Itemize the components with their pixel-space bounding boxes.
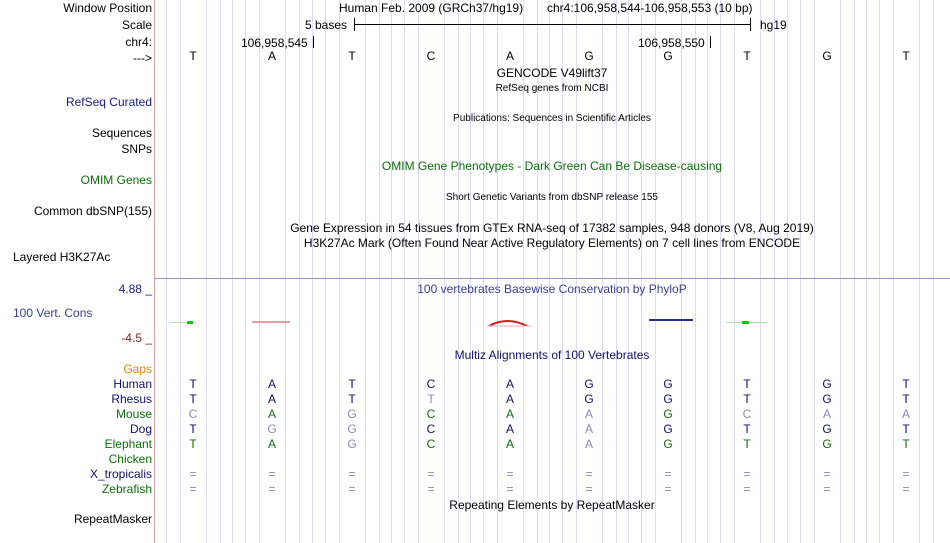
layered-h3k27ac-label[interactable]: Layered H3K27Ac: [13, 250, 111, 264]
phylop-blue-mark: [649, 319, 693, 321]
gridline: [232, 0, 233, 543]
alignment-base: T: [902, 377, 910, 391]
h3k27ac-track-title[interactable]: H3K27Ac Mark (Often Found Near Active Regulatory Elements) on 7 cell lines from ENCODE: [303, 236, 801, 250]
alignment-base: =: [189, 467, 197, 481]
common-dbsnp-label[interactable]: Common dbSNP(155): [33, 204, 152, 218]
gridline: [707, 0, 708, 543]
alignment-base: G: [822, 437, 832, 451]
gridline: [866, 0, 867, 543]
phylop-max-label: 4.88 _: [118, 282, 152, 296]
gridline: [695, 0, 696, 543]
alignment-base: T: [189, 422, 197, 436]
alignment-base: G: [822, 392, 832, 406]
track-data-area[interactable]: [155, 0, 950, 543]
base-letter: G: [822, 49, 832, 63]
alignment-base: T: [348, 377, 356, 391]
gtex-track-title[interactable]: Gene Expression in 54 tissues from GTEx RNA-seq of 17382 samples, 948 donors (V8, Aug 2019): [290, 221, 814, 235]
omim-genes-label[interactable]: OMIM Genes: [80, 173, 152, 187]
alignment-base: =: [506, 482, 514, 496]
alignment-base: T: [189, 437, 197, 451]
gridline: [470, 0, 471, 543]
phylop-min-label: -4.5 _: [121, 331, 152, 345]
gridline: [379, 0, 380, 543]
alignment-base: A: [267, 437, 276, 451]
alignment-base: A: [505, 392, 514, 406]
alignment-base: A: [505, 422, 514, 436]
alignment-base: =: [585, 467, 593, 481]
gridline: [814, 0, 815, 543]
scale-bar-text: 5 bases: [305, 18, 348, 32]
gridline: [628, 0, 629, 543]
phylop-red-mark-1: [252, 321, 290, 323]
alignment-base: =: [743, 482, 751, 496]
refseq-curated-label[interactable]: RefSeq Curated: [65, 95, 152, 109]
gridline: [919, 0, 920, 543]
alignment-base: A: [505, 407, 514, 421]
alignment-base: T: [189, 392, 197, 406]
alignment-base: =: [506, 467, 514, 481]
alignment-base: A: [505, 377, 514, 391]
alignment-base: A: [267, 392, 276, 406]
species-label[interactable]: Dog: [129, 422, 152, 436]
gridline: [641, 0, 642, 543]
snps-label[interactable]: SNPs: [121, 142, 152, 156]
scale-label[interactable]: Scale: [121, 18, 152, 32]
gridline: [166, 0, 167, 543]
alignment-base: T: [348, 392, 356, 406]
alignment-base: T: [743, 437, 751, 451]
alignment-base: C: [426, 437, 436, 451]
alignment-base: G: [822, 422, 832, 436]
alignment-base: =: [348, 482, 356, 496]
gridline: [933, 0, 934, 543]
alignment-base: G: [822, 377, 832, 391]
gridline: [774, 0, 775, 543]
gridline: [299, 0, 300, 543]
scale-bar-right-tick: [750, 18, 751, 31]
track-label-column: [0, 0, 154, 543]
alignment-base: =: [664, 467, 672, 481]
alignment-base: =: [902, 467, 910, 481]
alignment-base: C: [188, 407, 198, 421]
gridline: [800, 0, 801, 543]
alignment-base: A: [505, 437, 514, 451]
species-label[interactable]: Rhesus: [111, 392, 152, 406]
alignment-base: T: [189, 377, 197, 391]
repeatmasker-track-title[interactable]: Repeating Elements by RepeatMasker: [449, 498, 655, 512]
gridline: [458, 0, 459, 543]
alignment-base: A: [901, 407, 910, 421]
gridline: [259, 0, 260, 543]
position-readout: chr4:106,958,544-106,958,553 (10 bp): [547, 1, 753, 15]
publications-track-title[interactable]: Publications: Sequences in Scientific Articles: [453, 113, 651, 124]
gridline: [365, 0, 366, 543]
coord-tick-right: [710, 36, 711, 48]
scale-bar-db: hg19: [760, 18, 787, 32]
alignment-base: G: [347, 407, 357, 421]
alignment-base: G: [663, 377, 673, 391]
alignment-base: T: [902, 437, 910, 451]
alignment-base: A: [267, 407, 276, 421]
species-label[interactable]: Elephant: [104, 437, 152, 451]
base-letter: G: [663, 49, 673, 63]
gridline: [854, 0, 855, 543]
sequences-label[interactable]: Sequences: [91, 126, 152, 140]
alignment-base: G: [347, 437, 357, 451]
strand-arrow-label[interactable]: --->: [133, 51, 152, 65]
species-label[interactable]: Chicken: [108, 452, 152, 466]
alignment-base: A: [267, 377, 276, 391]
gridline: [444, 0, 445, 543]
alignment-base: =: [268, 482, 276, 496]
phylop-green-mark-1: [187, 321, 193, 324]
phylop-red-peak: [485, 314, 533, 328]
base-letter: T: [189, 49, 197, 63]
alignment-base: A: [584, 437, 593, 451]
chrom-label[interactable]: chr4:: [125, 35, 152, 49]
alignment-base: G: [663, 407, 673, 421]
coord-label-right: 106,958,550: [638, 36, 705, 50]
base-letter: C: [426, 49, 436, 63]
alignment-base: T: [743, 392, 751, 406]
gridline: [787, 0, 788, 543]
multiz-track-title[interactable]: Multiz Alignments of 100 Vertebrates: [454, 348, 650, 362]
gridline: [391, 0, 392, 543]
gridline: [734, 0, 735, 543]
gridline: [681, 0, 682, 543]
omim-track-title[interactable]: OMIM Gene Phenotypes - Dark Green Can Be Disease-causing: [381, 159, 723, 173]
alignment-base: C: [426, 422, 436, 436]
phylop-top-rule: [155, 278, 950, 279]
alignment-base: =: [427, 467, 435, 481]
alignment-base: T: [902, 392, 910, 406]
base-letter: T: [902, 49, 910, 63]
phylop-green-mark-2: [742, 321, 749, 324]
alignment-base: =: [823, 467, 831, 481]
gaps-label[interactable]: Gaps: [123, 362, 152, 376]
alignment-base: =: [189, 482, 197, 496]
gridline: [220, 0, 221, 543]
gridline: [879, 0, 880, 543]
gridline: [483, 0, 484, 543]
gridline: [720, 0, 721, 543]
alignment-base: =: [664, 482, 672, 496]
phylop-track-title[interactable]: 100 vertebrates Basewise Conservation by PhyloP: [417, 282, 687, 296]
gridline: [404, 0, 405, 543]
gridline: [616, 0, 617, 543]
gridline: [245, 0, 246, 543]
alignment-base: =: [902, 482, 910, 496]
alignment-base: G: [663, 422, 673, 436]
coord-tick-left: [313, 36, 314, 48]
refseq-track-subtitle[interactable]: RefSeq genes from NCBI: [495, 83, 609, 94]
gencode-track-title[interactable]: GENCODE V49lift37: [496, 66, 608, 80]
gridline: [893, 0, 894, 543]
alignment-base: G: [267, 422, 277, 436]
base-letter: A: [505, 49, 514, 63]
alignment-base: =: [823, 482, 831, 496]
gridline: [840, 0, 841, 543]
alignment-base: T: [743, 422, 751, 436]
alignment-base: T: [743, 377, 751, 391]
alignment-base: C: [426, 377, 436, 391]
alignment-base: =: [268, 467, 276, 481]
alignment-base: C: [426, 407, 436, 421]
base-letter: G: [584, 49, 594, 63]
window-position-label[interactable]: Window Position: [63, 1, 152, 15]
repeatmasker-label[interactable]: RepeatMasker: [73, 512, 152, 526]
assembly-title: Human Feb. 2009 (GRCh37/hg19): [339, 1, 524, 15]
gridline: [418, 0, 419, 543]
gridline: [760, 0, 761, 543]
base-letter: T: [348, 49, 356, 63]
alignment-base: =: [427, 482, 435, 496]
gridline: [206, 0, 207, 543]
alignment-base: C: [742, 407, 752, 421]
alignment-base: A: [822, 407, 831, 421]
species-label[interactable]: X_tropicalis: [89, 467, 152, 481]
dbsnp-track-title[interactable]: Short Genetic Variants from dbSNP release 155: [446, 192, 658, 203]
alignment-base: G: [584, 377, 594, 391]
base-letter: T: [743, 49, 751, 63]
alignment-base: =: [743, 467, 751, 481]
gridline: [325, 0, 326, 543]
alignment-base: T: [902, 422, 910, 436]
gridline: [655, 0, 656, 543]
alignment-base: =: [585, 482, 593, 496]
gridline: [339, 0, 340, 543]
alignment-base: G: [663, 437, 673, 451]
species-label[interactable]: Mouse: [115, 407, 152, 421]
gridline: [180, 0, 181, 543]
alignment-base: T: [427, 392, 435, 406]
alignment-base: =: [348, 467, 356, 481]
base-letter: A: [267, 49, 276, 63]
alignment-base: A: [584, 407, 593, 421]
vert-cons-label[interactable]: 100 Vert. Cons: [13, 306, 93, 320]
species-label[interactable]: Zebrafish: [101, 482, 152, 496]
gridline: [312, 0, 313, 543]
scale-bar-line: [354, 24, 750, 25]
alignment-base: A: [584, 422, 593, 436]
alignment-base: G: [347, 422, 357, 436]
gridline: [285, 0, 286, 543]
species-label[interactable]: Human: [113, 377, 152, 391]
coord-label-left: 106,958,545: [241, 36, 308, 50]
alignment-base: G: [584, 392, 594, 406]
alignment-base: G: [663, 392, 673, 406]
